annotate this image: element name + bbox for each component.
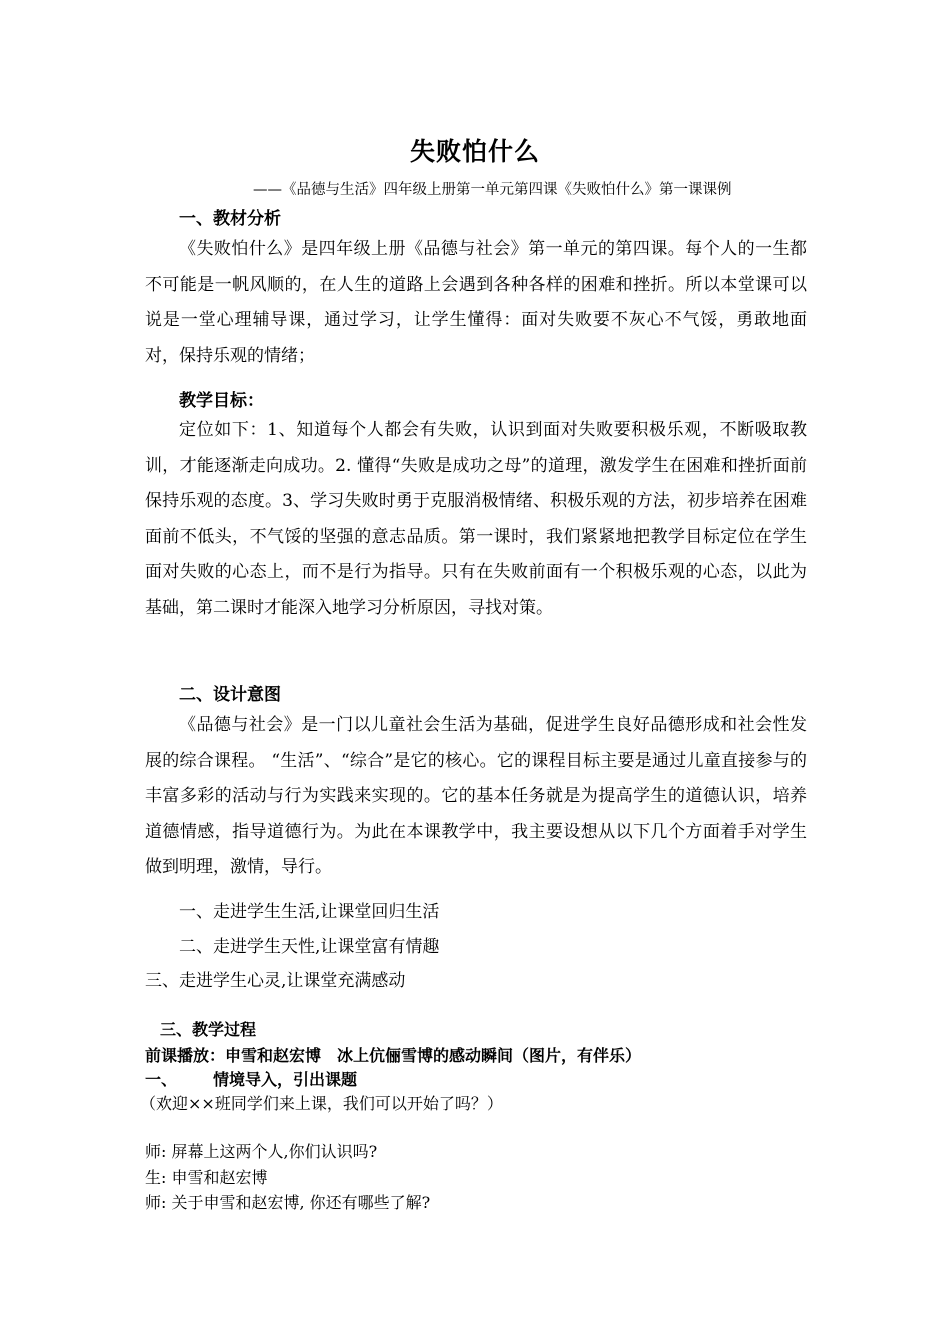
dialog-line-1: 师: 屏幕上这两个人,你们认识吗? xyxy=(145,1142,378,1161)
section2-heading: 二、设计意图 xyxy=(179,685,281,705)
section1-heading: 一、教材分析 xyxy=(179,209,281,229)
document-subtitle: ——《品德与生活》四年级上册第一单元第四课《失败怕什么》第一课课例 xyxy=(253,182,732,198)
document-title: 失败怕什么 xyxy=(409,137,540,166)
step1-title: 情境导入，引出课题 xyxy=(213,1070,358,1089)
dialog-line-3: 师: 关于申雪和赵宏博, 你还有哪些了解? xyxy=(145,1193,431,1212)
section2-paragraph: 《品德与社会》是一门以儿童社会生活为基础，促进学生良好品德形成和社会性发展的综合课程。 “生活”、“综合”是它的核心。它的课程目标主要是通过儿童直接参与的丰富多彩的活动与行为实践来实现的。它的基本任务就是为提高学生的道德认识，培养道德情感，指导道德行为。为此在本课教学中，我主要设想从以下几个方面着手对学生做到明理，激情，导行。 xyxy=(145,715,807,878)
goals-paragraph: 定位如下：1、知道每个人都会有失败，认识到面对失败要积极乐观，不断吸取教训，才能逐渐走向成功。2. 懂得“失败是成功之母”的道理，激发学生在困难和挫折面前保持乐观的态度。3、学习失败时勇于克服消极情绪、积极乐观的方法，初步培养在困难面前不低头，不气馁的坚强的意志品质。第一课时，我们紧紧地把教学目标定位在学生面对失败的心态上，而不是行为指导。只有在失败前面有一个积极乐观的心态，以此为基础，第二课时才能深入地学习分析原因，寻找对策。 xyxy=(145,420,807,618)
section3-heading: 三、教学过程 xyxy=(160,1020,257,1039)
goals-heading: 教学目标： xyxy=(179,391,264,411)
design-item-1: 一、走进学生生活,让课堂回归生活 xyxy=(179,902,440,922)
design-item-3: 三、走进学生心灵,让课堂充满感动 xyxy=(145,971,406,991)
pre-class-line: 前课播放：申雪和赵宏博 冰上伉俪雪博的感动瞬间（图片，有伴乐） xyxy=(145,1046,642,1065)
greeting-line: （欢迎××班同学们来上课，我们可以开始了吗？） xyxy=(140,1094,503,1113)
design-item-2: 二、走进学生天性,让课堂富有情趣 xyxy=(179,937,440,957)
dialog-line-2: 生: 申雪和赵宏博 xyxy=(145,1168,268,1187)
step1-number: 一、 xyxy=(145,1070,178,1089)
section1-paragraph: 《失败怕什么》是四年级上册《品德与社会》第一单元的第四课。每个人的一生都不可能是一帆风顺的，在人生的道路上会遇到各种各样的困难和挫折。所以本堂课可以说是一堂心理辅导课，通过学习，让学生懂得：面对失败要不灰心不气馁，勇敢地面对，保持乐观的情绪； xyxy=(145,239,807,366)
